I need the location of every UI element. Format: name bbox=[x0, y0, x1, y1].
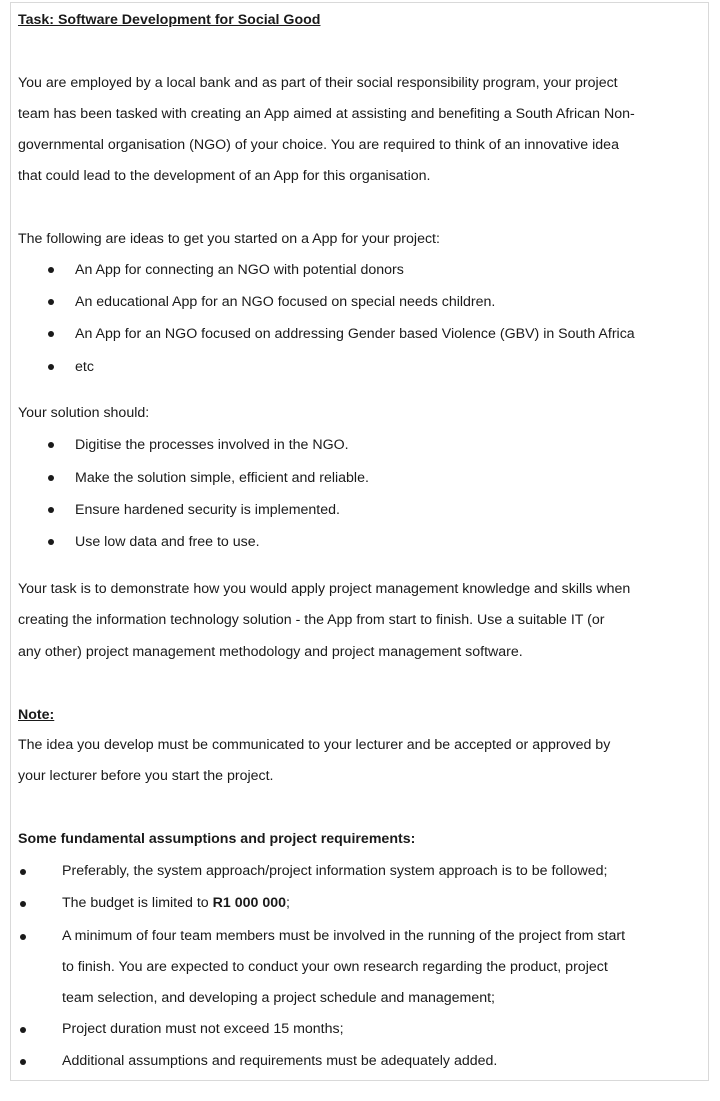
bullet-icon bbox=[48, 475, 54, 481]
assumption-item bbox=[62, 893, 290, 913]
solution-item: Make the solution simple, efficient and reliable. bbox=[75, 470, 369, 486]
solution-item: Ensure hardened security is implemented. bbox=[75, 502, 340, 518]
intro-line-2: team has been tasked with creating an App aimed at assisting and benefiting a South African Non- bbox=[18, 106, 635, 122]
bullet-icon bbox=[48, 442, 54, 448]
idea-item: An App for connecting an NGO with potential donors bbox=[75, 262, 404, 278]
budget-prefix: The budget is limited to bbox=[62, 895, 213, 911]
task-line-3: any other) project management methodology and project management software. bbox=[18, 644, 523, 660]
intro-line-4: that could lead to the development of an App for this organisation. bbox=[18, 168, 431, 184]
bullet-icon bbox=[20, 1059, 26, 1065]
idea-item: An App for an NGO focused on addressing Gender based Violence (GBV) in South Africa bbox=[75, 326, 635, 342]
bullet-icon bbox=[48, 299, 54, 305]
intro-line-3: governmental organisation (NGO) of your choice. You are required to think of an innovative idea bbox=[18, 137, 619, 153]
solution-item: Digitise the processes involved in the NGO. bbox=[75, 437, 349, 453]
bullet-icon bbox=[48, 331, 54, 337]
bullet-icon bbox=[20, 1027, 26, 1033]
assumption-item-line: to finish. You are expected to conduct your own research regarding the product, project bbox=[62, 959, 608, 975]
assumption-item-line: A minimum of four team members must be involved in the running of the project from start bbox=[62, 928, 626, 944]
note-label: Note: bbox=[18, 707, 55, 723]
assumption-item: Project duration must not exceed 15 months; bbox=[62, 1021, 344, 1037]
solution-heading: Your solution should: bbox=[18, 405, 150, 421]
bullet-icon bbox=[48, 267, 54, 273]
task-line-2: creating the information technology solution - the App from start to finish. Use a suitable IT (or bbox=[18, 612, 605, 628]
assumption-item: Additional assumptions and requirements must be adequately added. bbox=[62, 1053, 498, 1069]
bullet-icon bbox=[48, 507, 54, 513]
ideas-heading: The following are ideas to get you started on a App for your project: bbox=[18, 231, 440, 247]
bullet-icon bbox=[20, 901, 26, 907]
solution-item: Use low data and free to use. bbox=[75, 534, 260, 550]
idea-item: An educational App for an NGO focused on special needs children. bbox=[75, 294, 496, 310]
task-line-1: Your task is to demonstrate how you would apply project management knowledge and skills when bbox=[18, 581, 631, 597]
task-title: Task: Software Development for Social Good bbox=[18, 12, 321, 28]
assumption-item-line: team selection, and developing a project schedule and management; bbox=[62, 990, 496, 1006]
intro-line-1: You are employed by a local bank and as part of their social responsibility program, your project bbox=[18, 75, 618, 91]
bullet-icon bbox=[20, 934, 26, 940]
assumption-item: Preferably, the system approach/project information system approach is to be followed; bbox=[62, 863, 608, 879]
bullet-icon bbox=[48, 364, 54, 370]
bullet-icon bbox=[20, 869, 26, 875]
budget-amount: R1 000 000 bbox=[212, 895, 286, 911]
assumptions-heading: Some fundamental assumptions and project requirements: bbox=[18, 831, 416, 847]
bullet-icon bbox=[48, 539, 54, 545]
budget-suffix: ; bbox=[286, 895, 290, 911]
idea-item: etc bbox=[75, 359, 94, 375]
note-line-2: your lecturer before you start the project. bbox=[18, 768, 274, 784]
note-line-1: The idea you develop must be communicated to your lecturer and be accepted or approved by bbox=[18, 737, 611, 753]
